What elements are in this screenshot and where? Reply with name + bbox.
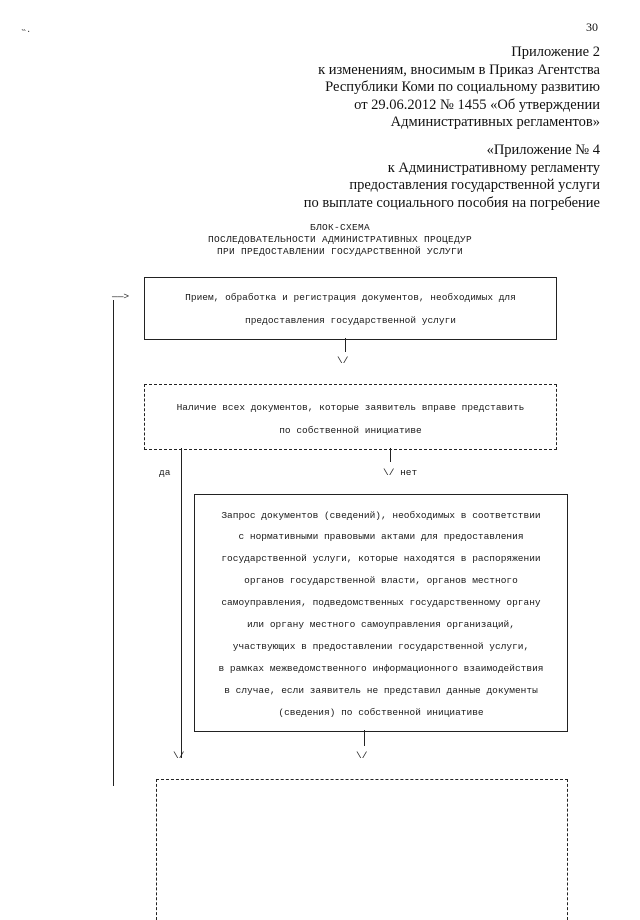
flowchart-box-next [156, 779, 568, 920]
box-text-line: Запрос документов (сведений), необходимых в соответствии [221, 510, 541, 521]
down-arrow-right: \/ [356, 750, 368, 761]
flowchart-title-line: ПОСЛЕДОВАТЕЛЬНОСТИ АДМИНИСТРАТИВНЫХ ПРОЦЕДУР [207, 234, 473, 245]
box-text-line: в рамках межведомственного информационного взаимодействия [218, 663, 544, 674]
appendix-sub-line: по выплате социального пособия на погребение [303, 194, 600, 211]
appendix-main-heading [318, 44, 600, 132]
flowchart-box-interagency-request [194, 494, 568, 732]
connector-line [390, 448, 391, 462]
box-text-line: органов государственной власти, органов местного [244, 575, 518, 586]
yes-label: да [159, 467, 171, 478]
loop-arrow: ——> [112, 291, 130, 302]
box-text-line: предоставления государственной услуги [245, 315, 456, 326]
box-text-line: с нормативными правовыми актами для предоставления [238, 531, 524, 542]
appendix-main-line: к изменениям, вносимым в Приказ Агентства [318, 61, 600, 78]
box-text-line: по собственной инициативе [279, 425, 422, 436]
box-text-line: государственной услуги, которые находятся в распоряжении [221, 553, 541, 564]
appendix-sub-heading [304, 142, 600, 212]
connector-line [345, 338, 346, 352]
flowchart-box-documents-check [144, 384, 557, 450]
appendix-main-line: Административных регламентов» [390, 114, 600, 130]
down-arrow: \/ [337, 355, 349, 366]
box-text-line: самоуправления, подведомственных государственному органу [221, 597, 541, 608]
appendix-sub-line: к Административному регламенту [387, 159, 600, 176]
flowchart-title [0, 222, 640, 258]
box-text-line: в случае, если заявитель не представил данные документы [224, 685, 538, 696]
down-arrow-left: \/ [173, 750, 185, 761]
appendix-main-line: Приложение 2 [511, 44, 600, 60]
feedback-line [113, 300, 114, 786]
box-text-line: (сведения) по собственной инициативе [278, 707, 484, 718]
appendix-sub-line: предоставления государственной услуги [349, 177, 600, 193]
box-text-line: Наличие всех документов, которые заявитель вправе представить [176, 402, 525, 413]
no-label: \/ нет [383, 467, 418, 478]
box-text-line: участвующих в предоставлении государственной услуги, [232, 641, 530, 652]
appendix-main-line: от 29.06.2012 № 1455 «Об утверждении [354, 96, 600, 113]
flowchart-box-reception [144, 277, 557, 340]
connector-line [181, 448, 182, 758]
connector-line [364, 730, 365, 746]
corner-mark: ˵. [22, 24, 32, 35]
flowchart-title-line: БЛОК-СХЕМА [309, 222, 370, 233]
box-text-line: Прием, обработка и регистрация документов, необходимых для [185, 292, 516, 303]
appendix-sub-line: «Приложение № 4 [486, 142, 600, 158]
page-number: 30 [586, 20, 598, 34]
appendix-main-line: Республики Коми по социальному развитию [325, 79, 600, 95]
flowchart-title-line: ПРИ ПРЕДОСТАВЛЕНИИ ГОСУДАРСТВЕННОЙ УСЛУГИ [216, 246, 464, 257]
box-text-line: или органу местного самоуправления организаций, [247, 619, 515, 630]
